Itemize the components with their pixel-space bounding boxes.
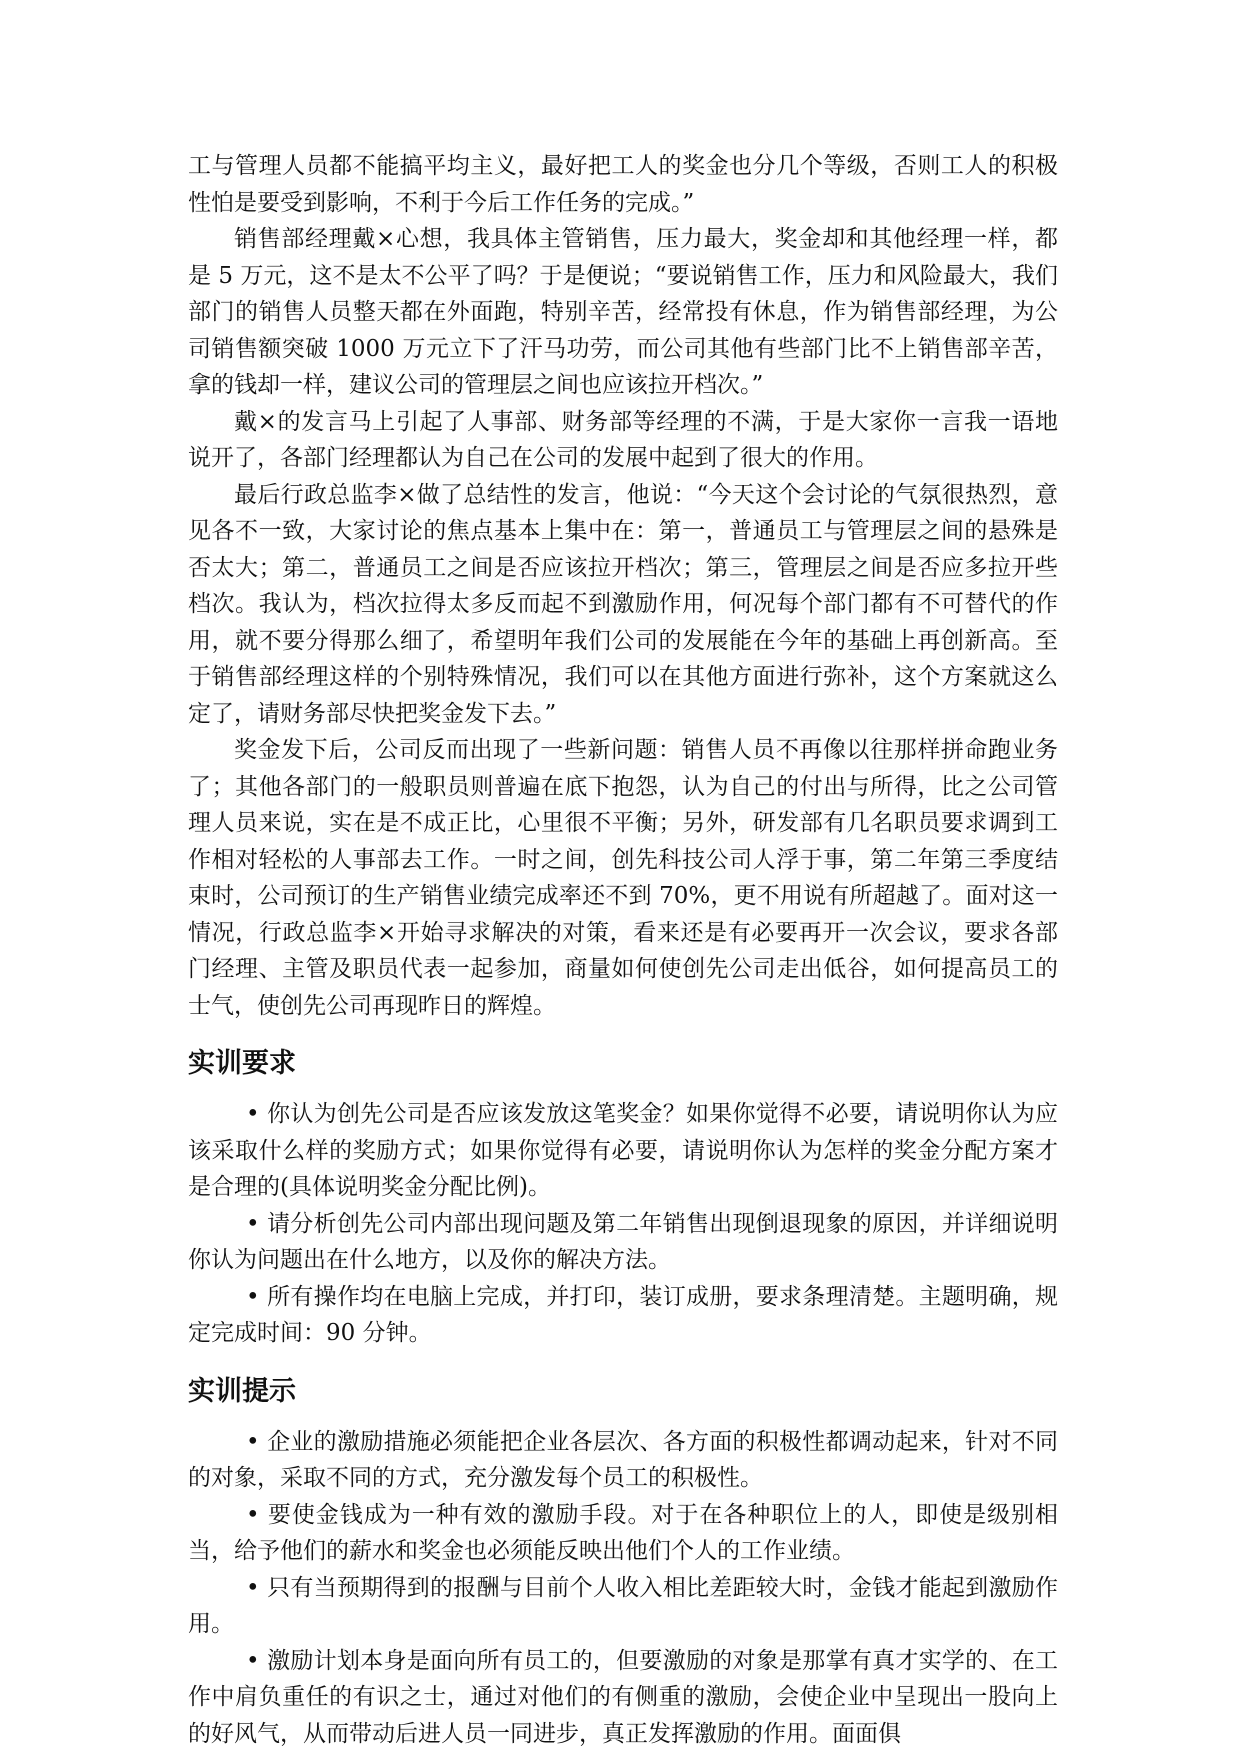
document-page <box>188 148 1058 1752</box>
tip-item: • 要使金钱成为一种有效的激励手段。对于在各种职位上的人，即使是级别相当，给予他们的薪水和奖金也必须能反映出他们个人的工作业绩。 <box>188 1501 1058 1564</box>
paragraph-continuation: 工与管理人员都不能搞平均主义，最好把工人的奖金也分几个等级，否则工人的积极性怕是要受到影响，不利于今后工作任务的完成。” <box>188 153 1058 216</box>
section-heading-requirements: 实训要求 <box>188 1048 296 1079</box>
tip-item: • 只有当预期得到的报酬与目前个人收入相比差距较大时，金钱才能起到激励作用。 <box>188 1574 1058 1637</box>
paragraph-sales-manager: 销售部经理戴×心想，我具体主管销售，压力最大，奖金却和其他经理一样，都是 5 万元，这不是太不公平了吗？于是便说；“要说销售工作，压力和风险最大，我们部门的销售人员整天都在外面跑，特别辛苦，经常投有休息，作为销售部经理，为公司销售额突破 1000 万元立下了汗马功劳，而公司其他有些部门比不上销售部辛苦，拿的钱却一样，建议公司的管理层之间也应该拉开档次。” <box>188 226 1058 398</box>
paragraph-aftermath: 奖金发下后，公司反而出现了一些新问题：销售人员不再像以往那样拼命跑业务了；其他各部门的一般职员则普遍在底下抱怨，认为自己的付出与所得，比之公司管理人员来说，实在是不成正比，心里很不平衡；另外，研发部有几名职员要求调到工作相对轻松的人事部去工作。一时之间，创先科技公司人浮于事，第二年第三季度结束时，公司预订的生产销售业绩完成率还不到 70%，更不用说有所超越了。面对这一情况，行政总监李×开始寻求解决的对策，看来还是有必要再开一次会议，要求各部门经理、主管及职员代表一起参加，商量如何使创先公司走出低谷，如何提高员工的士气，使创先公司再现昨日的辉煌。 <box>188 737 1058 1019</box>
requirement-item: • 你认为创先公司是否应该发放这笔奖金？如果你觉得不必要，请说明你认为应该采取什么样的奖励方式；如果你觉得有必要，请说明你认为怎样的奖金分配方案才是合理的(具体说明奖金分配比例)。 <box>188 1101 1058 1200</box>
requirement-item: • 所有操作均在电脑上完成，并打印，装订成册，要求条理清楚。主题明确，规定完成时间：90 分钟。 <box>188 1283 1058 1346</box>
requirement-item: • 请分析创先公司内部出现问题及第二年销售出现倒退现象的原因，并详细说明你认为问题出在什么地方，以及你的解决方法。 <box>188 1210 1058 1273</box>
section-heading-tips: 实训提示 <box>188 1375 296 1407</box>
tip-item: • 激励计划本身是面向所有员工的，但要激励的对象是那掌有真才实学的、在工作中肩负重任的有识之士，通过对他们的有侧重的激励，会使企业中呈现出一股向上的好风气，从而带动后进人员一同进步，真正发挥激励的作用。面面俱 <box>188 1647 1058 1747</box>
paragraph-director-summary: 最后行政总监李×做了总结性的发言，他说：“今天这个会讨论的气氛很热烈，意见各不一致，大家讨论的焦点基本上集中在：第一，普通员工与管理层之间的悬殊是否太大；第二，普通员工之间是否应该拉开档次；第三，管理层之间是否应多拉开些档次。我认为，档次拉得太多反而起不到激励作用，何况每个部门都有不可替代的作用，就不要分得那么细了，希望明年我们公司的发展能在今年的基础上再创新高。至于销售部经理这样的个别特殊情况，我们可以在其他方面进行弥补，这个方案就这么定了，请财务部尽快把奖金发下去。” <box>188 481 1058 727</box>
paragraph-dispute: 戴×的发言马上引起了人事部、财务部等经理的不满，于是大家你一言我一语地说开了，各部门经理都认为自己在公司的发展中起到了很大的作用。 <box>188 408 1058 471</box>
tip-item: • 企业的激励措施必须能把企业各层次、各方面的积极性都调动起来，针对不同的对象，采取不同的方式，充分激发每个员工的积极性。 <box>188 1428 1058 1491</box>
